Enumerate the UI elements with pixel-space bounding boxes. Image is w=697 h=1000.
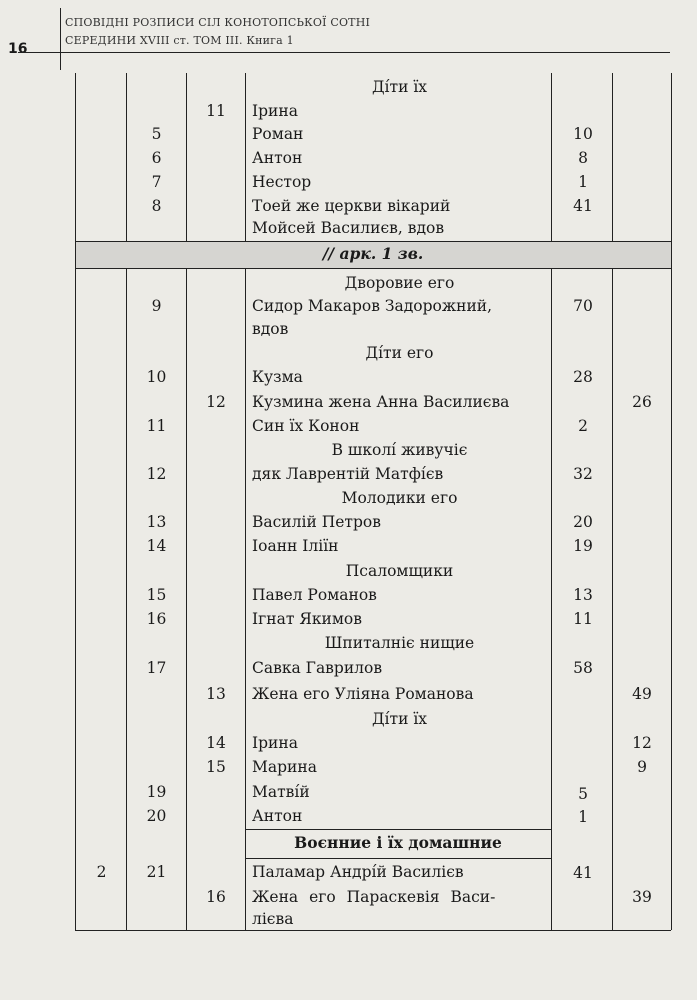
male-age: 41: [573, 197, 593, 215]
subheading: Ді́ти его: [365, 344, 434, 362]
person-name: Павел Романов: [252, 586, 377, 604]
grid-line: [671, 268, 672, 930]
female-age: 9: [637, 758, 647, 776]
person-name: Савка Гаврилов: [252, 659, 383, 677]
subheading: Ді́ти їх: [371, 710, 428, 728]
person-name: Роман: [252, 125, 304, 143]
female-number: 16: [206, 888, 226, 906]
grid-line: [245, 829, 551, 830]
male-age: 41: [573, 864, 593, 882]
grid-line: [551, 73, 552, 241]
male-age: 10: [573, 125, 593, 143]
grid-line: [551, 268, 552, 930]
grid-line: [245, 73, 246, 241]
male-number: 10: [146, 368, 167, 386]
person-name: Василій Петров: [252, 513, 381, 531]
grid-line: [75, 73, 76, 241]
female-number: 14: [206, 734, 226, 752]
male-number: 12: [146, 465, 167, 483]
male-number: 5: [151, 125, 162, 143]
person-name: Син їх Конон: [252, 417, 360, 435]
grid-line: [671, 241, 672, 268]
person-name: Іоанн Іліїн: [252, 537, 339, 555]
female-number: 12: [206, 393, 226, 411]
male-number: 17: [146, 659, 167, 677]
male-age: 28: [573, 368, 593, 386]
male-age: 32: [573, 465, 593, 483]
male-age: 11: [573, 610, 593, 628]
female-age: 26: [632, 393, 652, 411]
male-number: 6: [151, 149, 162, 167]
male-age: 1: [578, 173, 588, 191]
person-name: дяк Лаврентій Матфі́єв: [252, 465, 444, 483]
grid-line: [245, 268, 246, 930]
person-name: Мойсей Василиєв, вдов: [252, 219, 445, 237]
person-name: Ірина: [252, 734, 298, 752]
grid-line: [75, 268, 76, 930]
grid-line: [612, 73, 613, 241]
male-age: 1: [578, 808, 588, 826]
category-heading: Воєнние і їх домашние: [294, 833, 502, 852]
grid-line: [186, 73, 187, 241]
male-age: 20: [573, 513, 593, 531]
person-name: Тоей же церкви вікарий: [252, 197, 451, 215]
grid-line: [126, 73, 127, 241]
male-number: 21: [146, 863, 167, 881]
male-number: 20: [146, 807, 167, 825]
male-age: 19: [573, 537, 593, 555]
person-name: Жена его Параскевія Васи-: [252, 888, 496, 906]
female-number: 11: [206, 102, 226, 120]
grid-line: [671, 73, 672, 241]
female-age: 12: [632, 734, 652, 752]
male-number: 13: [146, 513, 167, 531]
female-number: 13: [206, 685, 226, 703]
male-number: 11: [146, 417, 167, 435]
male-age: 5: [578, 785, 588, 803]
male-age: 2: [578, 417, 588, 435]
subheading: Дворовие его: [344, 274, 455, 292]
female-age: 39: [632, 888, 652, 906]
male-number: 16: [146, 610, 167, 628]
male-age: 13: [573, 586, 593, 604]
running-header: [65, 14, 370, 50]
person-name: Матві́й: [252, 783, 310, 801]
female-number: 15: [206, 758, 226, 776]
person-name: Антон: [252, 149, 303, 167]
female-age: 49: [632, 685, 652, 703]
person-name: Жена его Уліяна Романова: [252, 685, 474, 703]
person-name: Ігнат Якимов: [252, 610, 362, 628]
person-name: Кузма: [252, 368, 303, 386]
grid-line: [75, 241, 671, 242]
person-name: Паламар Андрі́й Василієв: [252, 863, 464, 881]
male-number: 7: [151, 173, 162, 191]
male-number: 15: [146, 586, 167, 604]
subheading: Ді́ти їх: [371, 78, 428, 96]
male-age: 8: [578, 149, 588, 167]
male-age: 58: [573, 659, 593, 677]
subheading: В школі́ живучіє: [331, 441, 468, 459]
page-number: 16: [8, 41, 28, 57]
male-number: 19: [146, 783, 167, 801]
grid-line: [75, 930, 671, 931]
subheading: Псаломщики: [345, 562, 454, 580]
subheading: Шпиталніє нищие: [324, 634, 475, 652]
household-number: 2: [96, 863, 107, 881]
grid-line: [186, 268, 187, 930]
person-name: вдов: [252, 320, 289, 338]
header-line-2: СЕРЕДИНИ XVIII ст. ТОМ III. Книга 1: [65, 34, 294, 47]
person-name: Марина: [252, 758, 317, 776]
subheading: Молодики его: [341, 489, 458, 507]
person-name: Антон: [252, 807, 303, 825]
person-name: Нестор: [252, 173, 312, 191]
header-line-1: СПОВІДНІ РОЗПИСИ СІЛ КОНОТОПСЬКОЇ СОТНІ: [65, 16, 371, 29]
person-name: Кузмина жена Анна Василиєва: [252, 393, 510, 411]
male-number: 8: [151, 197, 162, 215]
person-name: Сидор Макаров Задорожний,: [252, 297, 493, 315]
header-rule: [18, 52, 670, 53]
male-age: 70: [573, 297, 593, 315]
male-number: 9: [151, 297, 162, 315]
grid-line: [612, 268, 613, 930]
header-divider: [60, 8, 61, 70]
male-number: 14: [146, 537, 167, 555]
grid-line: [245, 858, 551, 859]
grid-line: [126, 268, 127, 930]
folio-separator: // арк. 1 зв.: [322, 244, 424, 263]
person-name: лієва: [252, 910, 294, 928]
grid-line: [75, 268, 671, 269]
person-name: Ірина: [252, 102, 298, 120]
